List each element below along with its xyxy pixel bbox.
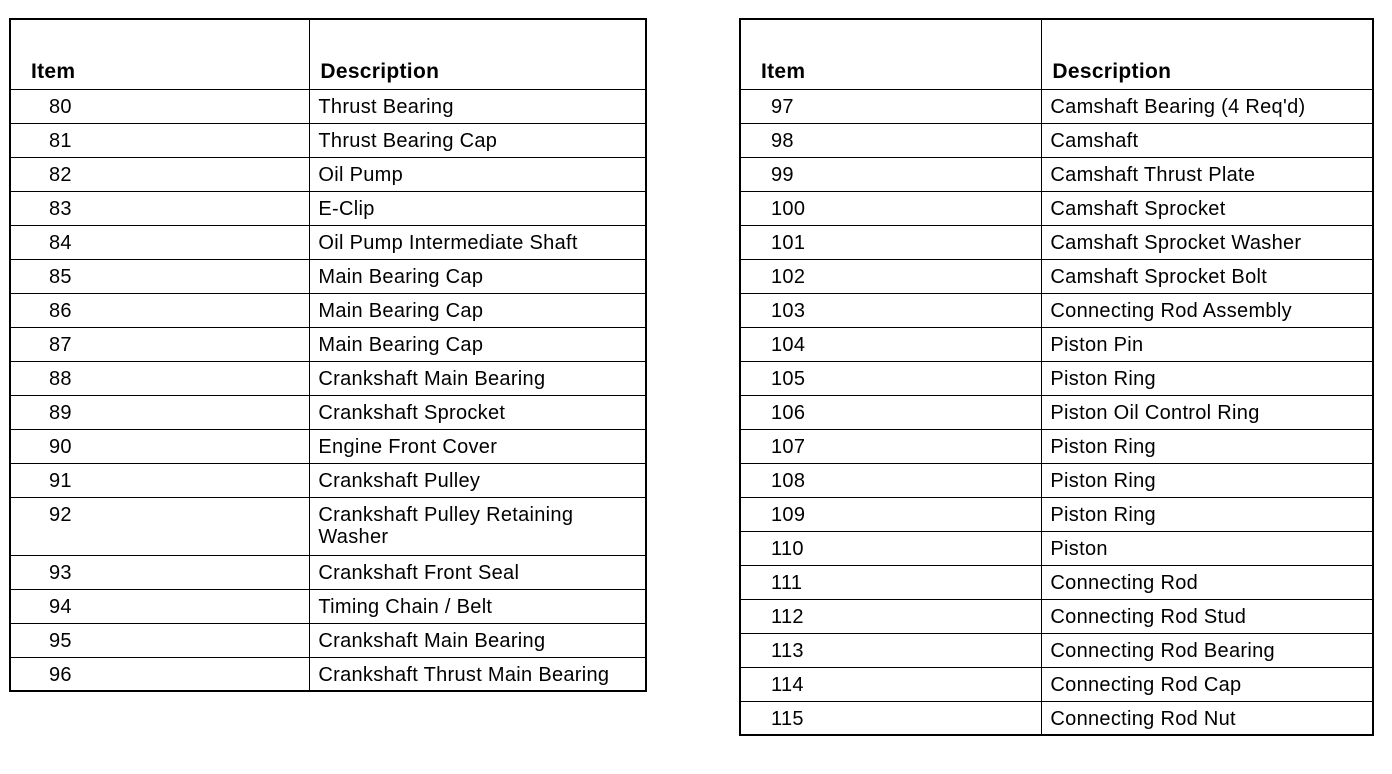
item-number-cell: 87 — [10, 327, 310, 361]
item-number-cell: 91 — [10, 463, 310, 497]
item-number-cell: 103 — [740, 293, 1042, 327]
description-cell: Camshaft — [1042, 123, 1373, 157]
item-number-cell: 85 — [10, 259, 310, 293]
table-row — [740, 157, 1373, 191]
item-number-cell: 109 — [740, 497, 1042, 531]
item-number-cell: 88 — [10, 361, 310, 395]
table-row — [10, 123, 646, 157]
description-cell: Engine Front Cover — [310, 429, 646, 463]
item-number-cell: 111 — [740, 565, 1042, 599]
item-number-cell: 90 — [10, 429, 310, 463]
item-number-cell: 101 — [740, 225, 1042, 259]
table-row — [10, 497, 646, 555]
description-cell: Crankshaft Front Seal — [310, 555, 646, 589]
item-column-header: Item — [10, 19, 310, 89]
description-cell: Main Bearing Cap — [310, 259, 646, 293]
item-number-cell: 81 — [10, 123, 310, 157]
item-number-cell: 83 — [10, 191, 310, 225]
parts-table-right — [739, 18, 1374, 736]
item-number-cell: 82 — [10, 157, 310, 191]
table-row — [740, 633, 1373, 667]
description-cell: Piston Ring — [1042, 429, 1373, 463]
description-cell: Oil Pump — [310, 157, 646, 191]
item-number-cell: 100 — [740, 191, 1042, 225]
description-cell: Crankshaft Pulley Retaining Washer — [310, 497, 646, 555]
description-cell: Timing Chain / Belt — [310, 589, 646, 623]
description-cell: Piston Oil Control Ring — [1042, 395, 1373, 429]
description-cell: Camshaft Sprocket Bolt — [1042, 259, 1373, 293]
table-row — [740, 293, 1373, 327]
table-row — [740, 531, 1373, 565]
description-cell: Piston Ring — [1042, 361, 1373, 395]
table-row — [740, 89, 1373, 123]
description-cell: Oil Pump Intermediate Shaft — [310, 225, 646, 259]
item-number-cell: 108 — [740, 463, 1042, 497]
parts-table-right-body — [740, 89, 1373, 735]
table-row — [10, 589, 646, 623]
parts-table-left — [9, 18, 647, 692]
item-number-cell: 97 — [740, 89, 1042, 123]
item-number-cell: 105 — [740, 361, 1042, 395]
table-header-row — [10, 19, 646, 89]
item-number-cell: 95 — [10, 623, 310, 657]
description-column-header: Description — [1042, 19, 1373, 89]
parts-table-left-body — [10, 89, 646, 691]
description-cell: Crankshaft Thrust Main Bearing — [310, 657, 646, 691]
table-row — [10, 259, 646, 293]
item-number-cell: 104 — [740, 327, 1042, 361]
item-number-cell: 102 — [740, 259, 1042, 293]
item-column-header: Item — [740, 19, 1042, 89]
description-cell: Crankshaft Main Bearing — [310, 623, 646, 657]
item-number-cell: 115 — [740, 701, 1042, 735]
description-cell: Connecting Rod Bearing — [1042, 633, 1373, 667]
description-cell: Main Bearing Cap — [310, 327, 646, 361]
table-row — [740, 361, 1373, 395]
description-cell: Thrust Bearing — [310, 89, 646, 123]
description-column-header: Description — [310, 19, 646, 89]
item-number-cell: 107 — [740, 429, 1042, 463]
table-row — [10, 463, 646, 497]
description-cell: Camshaft Bearing (4 Req'd) — [1042, 89, 1373, 123]
item-number-cell: 110 — [740, 531, 1042, 565]
item-number-cell: 98 — [740, 123, 1042, 157]
table-row — [10, 89, 646, 123]
table-row — [10, 429, 646, 463]
item-number-cell: 94 — [10, 589, 310, 623]
table-row — [740, 123, 1373, 157]
table-header-row — [740, 19, 1373, 89]
description-cell: Camshaft Sprocket — [1042, 191, 1373, 225]
table-row — [10, 225, 646, 259]
description-cell: Crankshaft Pulley — [310, 463, 646, 497]
table-row — [740, 565, 1373, 599]
table-row — [10, 157, 646, 191]
table-row — [740, 599, 1373, 633]
item-number-cell: 89 — [10, 395, 310, 429]
table-row — [740, 497, 1373, 531]
table-row — [740, 259, 1373, 293]
item-number-cell: 86 — [10, 293, 310, 327]
table-row — [10, 361, 646, 395]
item-number-cell: 112 — [740, 599, 1042, 633]
table-row — [10, 293, 646, 327]
table-row — [740, 463, 1373, 497]
item-number-cell: 84 — [10, 225, 310, 259]
description-cell: Thrust Bearing Cap — [310, 123, 646, 157]
table-row — [740, 395, 1373, 429]
table-row — [10, 395, 646, 429]
description-cell: Camshaft Sprocket Washer — [1042, 225, 1373, 259]
description-cell: Connecting Rod Assembly — [1042, 293, 1373, 327]
item-number-cell: 92 — [10, 497, 310, 555]
table-row — [10, 623, 646, 657]
description-cell: Piston Ring — [1042, 463, 1373, 497]
table-row — [10, 555, 646, 589]
description-cell: Connecting Rod Nut — [1042, 701, 1373, 735]
description-cell: Connecting Rod Stud — [1042, 599, 1373, 633]
description-cell: Crankshaft Sprocket — [310, 395, 646, 429]
table-row — [10, 191, 646, 225]
item-number-cell: 99 — [740, 157, 1042, 191]
table-row — [740, 667, 1373, 701]
description-cell: Connecting Rod Cap — [1042, 667, 1373, 701]
table-row — [10, 657, 646, 691]
item-number-cell: 80 — [10, 89, 310, 123]
table-row — [740, 327, 1373, 361]
description-cell: Connecting Rod — [1042, 565, 1373, 599]
table-row — [740, 701, 1373, 735]
description-cell: Piston Ring — [1042, 497, 1373, 531]
description-cell: Camshaft Thrust Plate — [1042, 157, 1373, 191]
description-cell: Main Bearing Cap — [310, 293, 646, 327]
description-cell: Crankshaft Main Bearing — [310, 361, 646, 395]
table-row — [740, 225, 1373, 259]
description-cell: Piston Pin — [1042, 327, 1373, 361]
item-number-cell: 113 — [740, 633, 1042, 667]
item-number-cell: 96 — [10, 657, 310, 691]
description-cell: E-Clip — [310, 191, 646, 225]
table-row — [740, 191, 1373, 225]
item-number-cell: 106 — [740, 395, 1042, 429]
item-number-cell: 114 — [740, 667, 1042, 701]
table-row — [10, 327, 646, 361]
item-number-cell: 93 — [10, 555, 310, 589]
table-row — [740, 429, 1373, 463]
description-cell: Piston — [1042, 531, 1373, 565]
